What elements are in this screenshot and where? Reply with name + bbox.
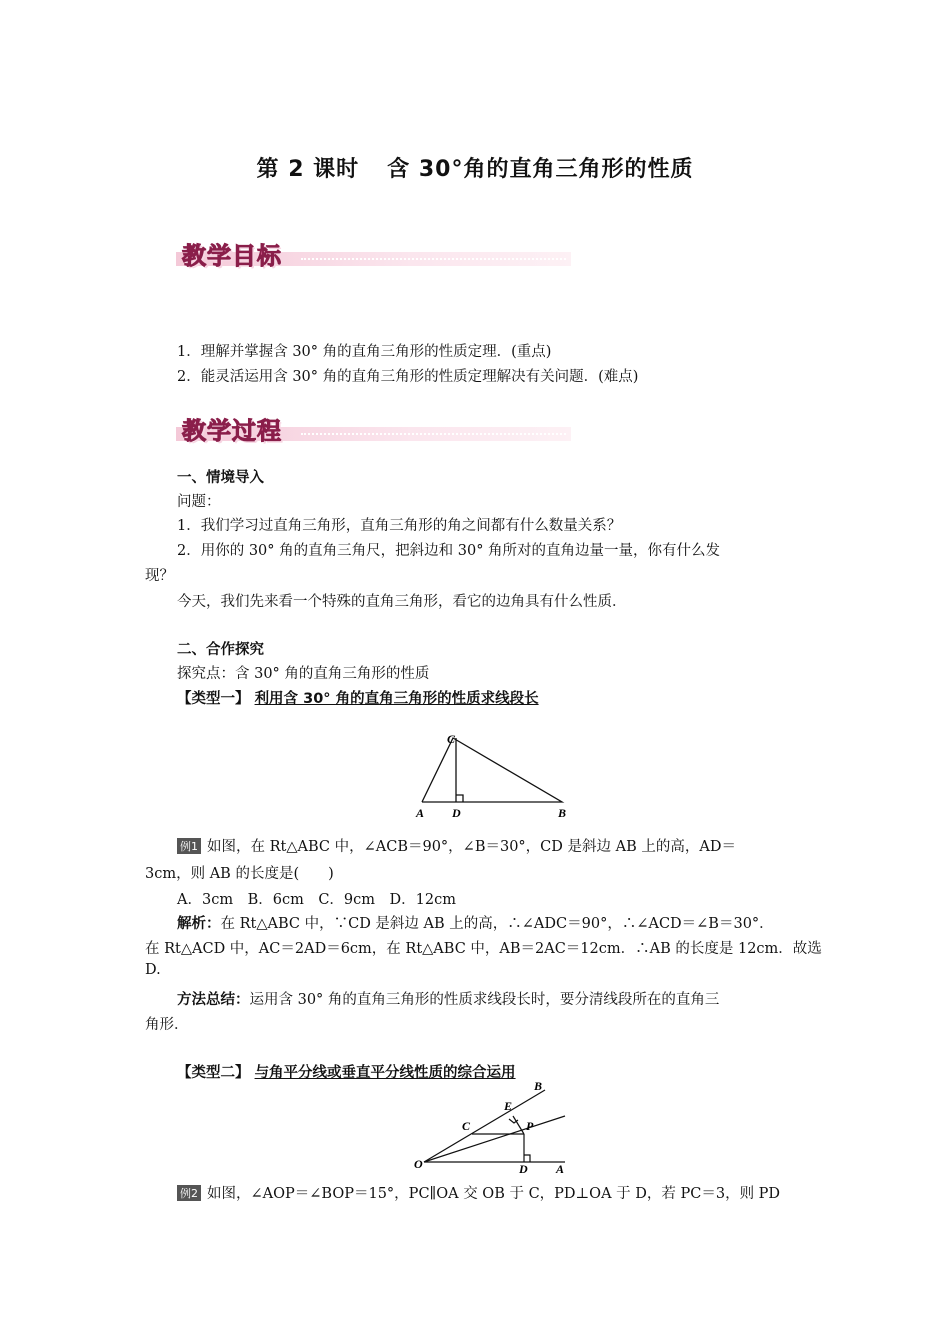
label-a: A xyxy=(556,1162,565,1174)
banner-label: 教学过程 xyxy=(182,417,282,445)
type-tag: 【类型二】 xyxy=(177,1065,250,1081)
label-e: E xyxy=(504,1099,513,1113)
paragraph: 探究点：含 30° 角的直角三角形的性质 xyxy=(177,666,430,682)
example-tag: 例1 xyxy=(177,838,201,854)
label-d: D xyxy=(452,806,461,820)
label-a: A xyxy=(416,806,425,820)
section-heading: 二、合作探究 xyxy=(177,642,264,658)
goal-item: 2．能灵活运用含 30° 角的直角三角形的性质定理解决有关问题．(难点) xyxy=(177,369,639,385)
paragraph: 在 Rt△ACD 中，AC＝2AD＝6cm，在 Rt△ABC 中，AB＝2AC＝12cm．∴AB 的长度是 12cm．故选 xyxy=(145,941,822,957)
paragraph: 问题： xyxy=(177,494,221,510)
banner-label: 教学目标 xyxy=(182,242,282,270)
answer-options: A．3cm B．6cm C．9cm D．12cm xyxy=(177,892,456,908)
analysis-tag: 解析： xyxy=(177,916,221,932)
example-1 xyxy=(177,835,736,856)
lesson-topic: 含 30°角的直角三角形的性质 xyxy=(387,157,694,182)
triangle-figure xyxy=(410,728,580,820)
section-heading: 一、情境导入 xyxy=(177,470,264,486)
paragraph: 现？ xyxy=(145,568,174,584)
page-title xyxy=(0,152,950,183)
section-banner-process xyxy=(176,411,571,447)
label-b: B xyxy=(534,1079,543,1093)
goal-item: 1．理解并掌握含 30° 角的直角三角形的性质定理．(重点) xyxy=(177,344,552,360)
paragraph: 3cm，则 AB 的长度是( ) xyxy=(145,866,334,882)
label-b: B xyxy=(558,806,567,820)
example-text: 如图，∠AOP＝∠BOP＝15°，PC∥OA 交 OB 于 C，PD⊥OA 于 D，若 PC＝3，则 PD xyxy=(207,1186,781,1202)
example-tag: 例2 xyxy=(177,1185,201,1201)
section-banner-goals xyxy=(176,236,571,272)
type-title: 利用含 30° 角的直角三角形的性质求线段长 xyxy=(254,691,539,707)
lesson-number: 第 2 课时 xyxy=(256,157,360,182)
method-summary xyxy=(177,988,719,1009)
type-tag: 【类型一】 xyxy=(177,691,250,707)
label-d: D xyxy=(519,1162,528,1174)
paragraph: D. xyxy=(145,962,161,978)
label-o: O xyxy=(414,1157,423,1171)
paragraph: 角形． xyxy=(145,1017,189,1033)
example-2 xyxy=(177,1182,780,1203)
angle-figure xyxy=(410,1078,575,1174)
label-p: P xyxy=(526,1119,534,1133)
example-text: 如图，在 Rt△ABC 中，∠ACB＝90°，∠B＝30°，CD 是斜边 AB 上的高，AD＝ xyxy=(207,839,736,855)
type-heading xyxy=(177,687,539,708)
label-c: C xyxy=(447,732,456,746)
type-title: 与角平分线或垂直平分线性质的综合运用 xyxy=(254,1065,516,1081)
analysis xyxy=(177,912,774,933)
paragraph: 2．用你的 30° 角的直角三角尺，把斜边和 30° 角所对的直角边量一量，你有什么发 xyxy=(177,543,721,559)
method-text: 运用含 30° 角的直角三角形的性质求线段长时，要分清线段所在的直角三 xyxy=(249,992,720,1008)
method-tag: 方法总结： xyxy=(177,992,250,1008)
analysis-text: 在 Rt△ABC 中，∵CD 是斜边 AB 上的高，∴∠ADC＝90°，∴∠ACD＝∠B＝30°． xyxy=(220,916,774,932)
label-c: C xyxy=(462,1119,471,1133)
paragraph: 今天，我们先来看一个特殊的直角三角形，看它的边角具有什么性质． xyxy=(177,594,627,610)
paragraph: 1．我们学习过直角三角形，直角三角形的角之间都有什么数量关系？ xyxy=(177,518,622,534)
